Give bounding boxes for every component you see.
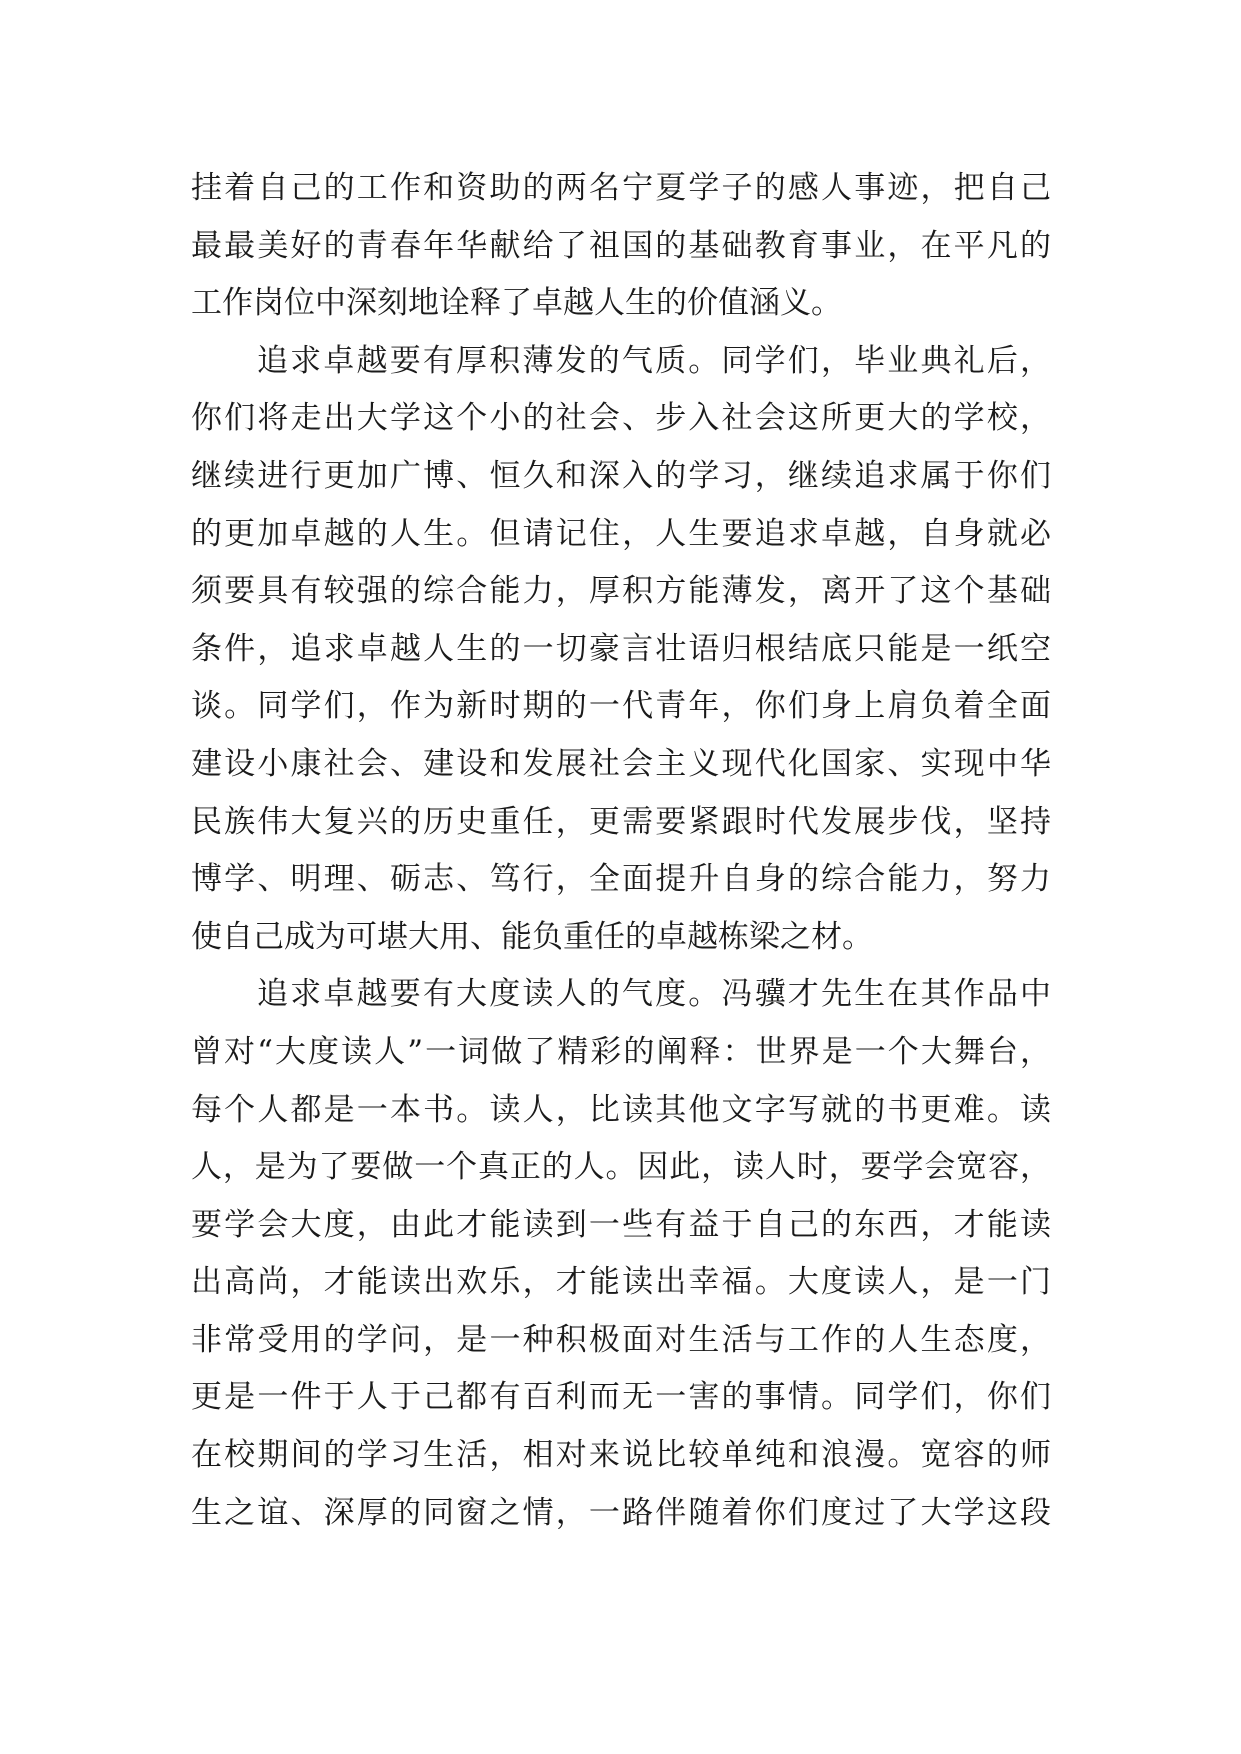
text-line: 谈。同学们，作为新时期的一代青年，你们身上肩负着全面 xyxy=(191,688,1051,725)
text-line: 更是一件于人于己都有百利而无一害的事情。同学们，你们 xyxy=(191,1379,1051,1416)
text-line: 最最美好的青春年华献给了祖国的基础教育事业，在平凡的 xyxy=(191,227,1051,264)
text-line: 曾对“大度读人”一词做了精彩的阐释：世界是一个大舞台， xyxy=(191,1033,1051,1070)
text-line: 须要具有较强的综合能力，厚积方能薄发，离开了这个基础 xyxy=(191,573,1051,610)
text-line: 生之谊、深厚的同窗之情，一路伴随着你们度过了大学这段 xyxy=(191,1494,1051,1531)
text-line: 要学会大度，由此才能读到一些有益于自己的东西，才能读 xyxy=(191,1206,1051,1243)
body-text xyxy=(191,160,1051,1542)
text-line: 使自己成为可堪大用、能负重任的卓越栋梁之材。 xyxy=(191,918,873,955)
paragraph-first-line: 追求卓越要有大度读人的气度。冯骥才先生在其作品中 xyxy=(257,976,1051,1013)
text-line: 非常受用的学问，是一种积极面对生活与工作的人生态度， xyxy=(191,1321,1051,1358)
text-line: 的更加卓越的人生。但请记住，人生要追求卓越，自身就必 xyxy=(191,515,1051,552)
text-line: 挂着自己的工作和资助的两名宁夏学子的感人事迹，把自己 xyxy=(191,170,1051,206)
text-line: 在校期间的学习生活，相对来说比较单纯和浪漫。宽容的师 xyxy=(191,1437,1051,1474)
text-line: 博学、明理、砺志、笃行，全面提升自身的综合能力，努力 xyxy=(191,861,1051,898)
paragraph-first-line: 追求卓越要有厚积薄发的气质。同学们，毕业典礼后， xyxy=(257,342,1051,379)
text-line: 工作岗位中深刻地诠释了卓越人生的价值涵义。 xyxy=(191,285,842,322)
text-line: 你们将走出大学这个小的社会、步入社会这所更大的学校， xyxy=(191,400,1051,437)
text-line: 每个人都是一本书。读人，比读其他文字写就的书更难。读 xyxy=(191,1091,1051,1128)
text-line: 继续进行更加广博、恒久和深入的学习，继续追求属于你们 xyxy=(191,457,1051,494)
text-line: 条件，追求卓越人生的一切豪言壮语归根结底只能是一纸空 xyxy=(191,630,1051,667)
text-line: 人，是为了要做一个真正的人。因此，读人时，要学会宽容， xyxy=(191,1149,1051,1186)
text-line: 建设小康社会、建设和发展社会主义现代化国家、实现中华 xyxy=(191,745,1051,782)
text-line: 出高尚，才能读出欢乐，才能读出幸福。大度读人，是一门 xyxy=(191,1264,1051,1301)
text-line: 民族伟大复兴的历史重任，更需要紧跟时代发展步伐，坚持 xyxy=(191,803,1051,840)
